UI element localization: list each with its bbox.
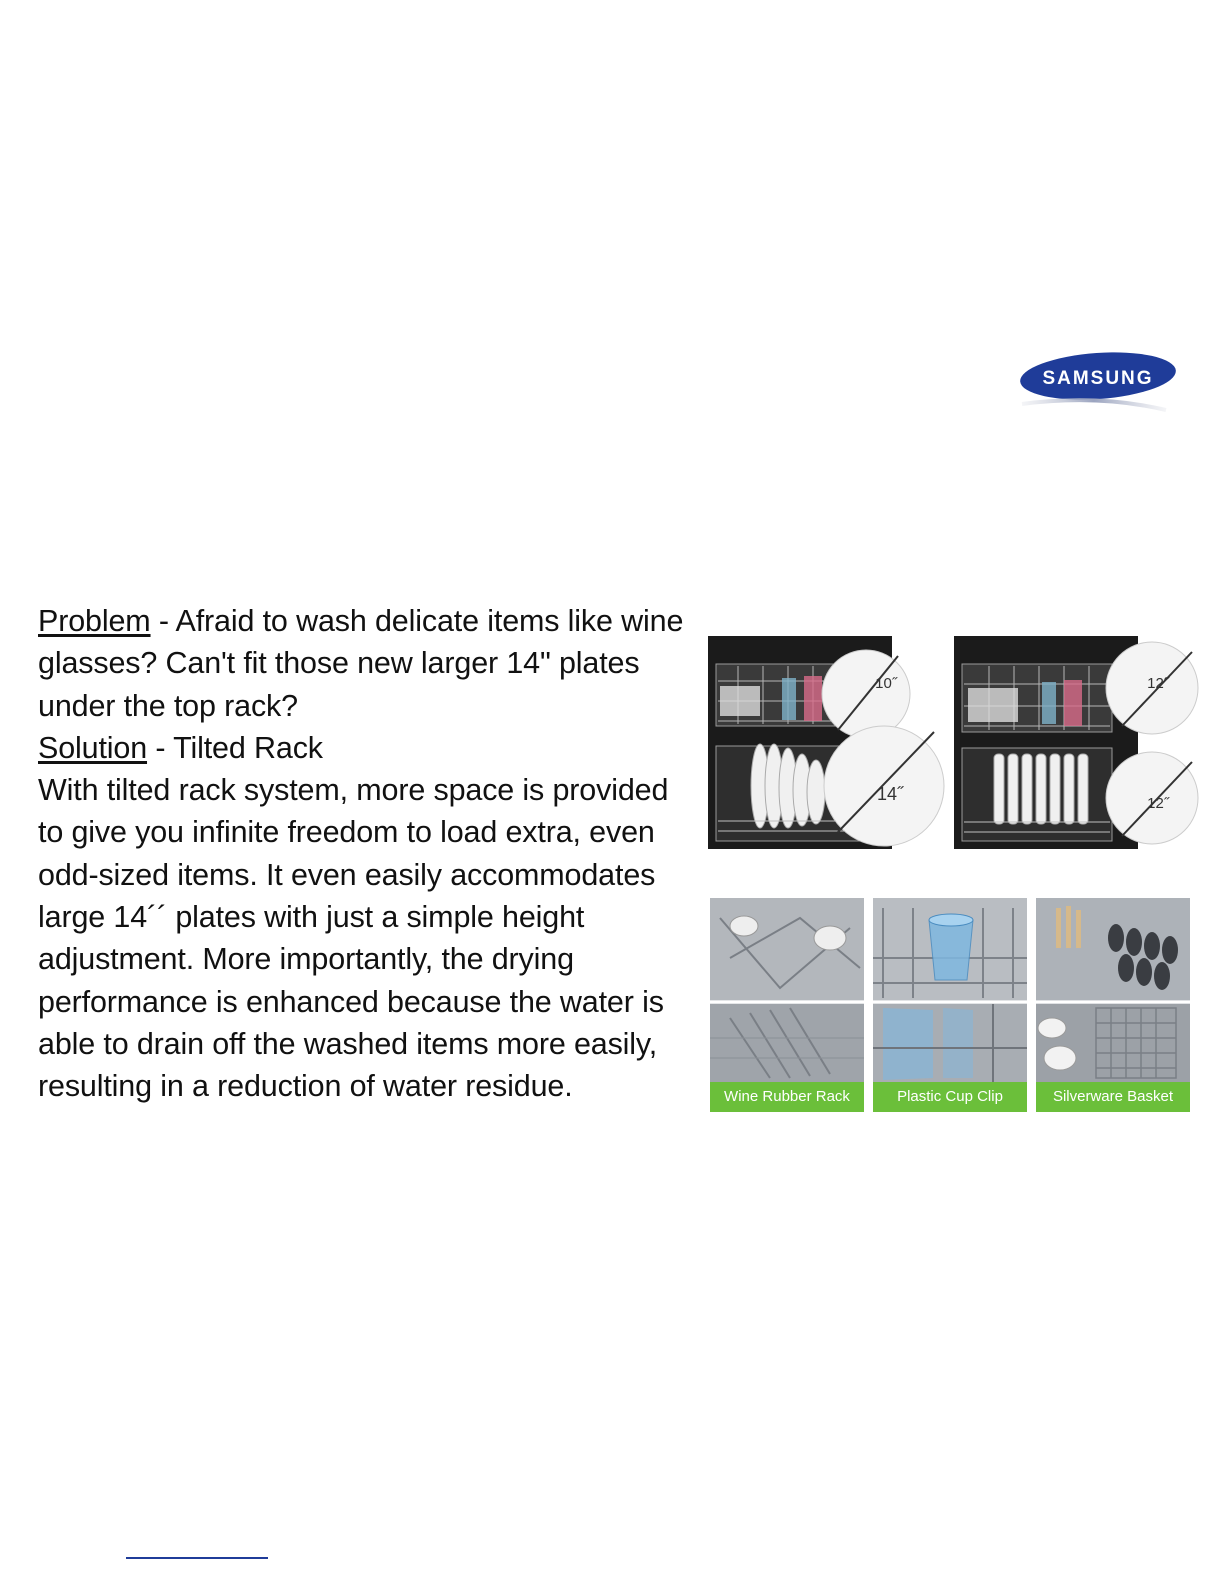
dishwasher-rack-image-right [954, 636, 1169, 849]
samsung-logo [1016, 346, 1182, 422]
solution-text: - Tilted Rack [147, 730, 323, 765]
left-top-size-label: 10˝ [875, 675, 897, 692]
dishwasher-rack-image-left [708, 636, 904, 849]
samsung-logo-text: SAMSUNG [1042, 368, 1154, 389]
solution-label: Solution [38, 730, 148, 765]
right-top-size-label: 12˝ [1147, 675, 1169, 692]
problem-label: Problem [38, 604, 151, 638]
silverware-basket-label: Silverware Basket [1036, 1082, 1190, 1112]
wine-rubber-rack-photo [710, 898, 864, 1112]
silverware-basket-photo [1036, 898, 1190, 1112]
footer-divider [126, 1557, 268, 1559]
right-bottom-size-label: 12˝ [1147, 795, 1169, 812]
plastic-cup-clip-photo [873, 898, 1027, 1112]
wine-rubber-rack-label: Wine Rubber Rack [710, 1082, 864, 1112]
description-text [38, 600, 688, 1108]
problem-paragraph [38, 600, 688, 727]
problem-text: - Afraid to wash delicate items like wine glasses? Can't fit those new larger 14" plates under the top rack? [38, 604, 684, 723]
left-bottom-size-label: 14˝ [876, 784, 904, 804]
solution-paragraph [38, 727, 688, 769]
body-paragraph: With tilted rack system, more space is provided to give you infinite freedom to load extra, even odd-sized items. It even easily accommodates large 14´´ plates with just a simple height adjustment. More importantly, the drying performance is enhanced because the water is able to drain off the washed items more easily, resulting in a reduction of water residue. [38, 773, 669, 1104]
plastic-cup-clip-label: Plastic Cup Clip [873, 1082, 1027, 1112]
